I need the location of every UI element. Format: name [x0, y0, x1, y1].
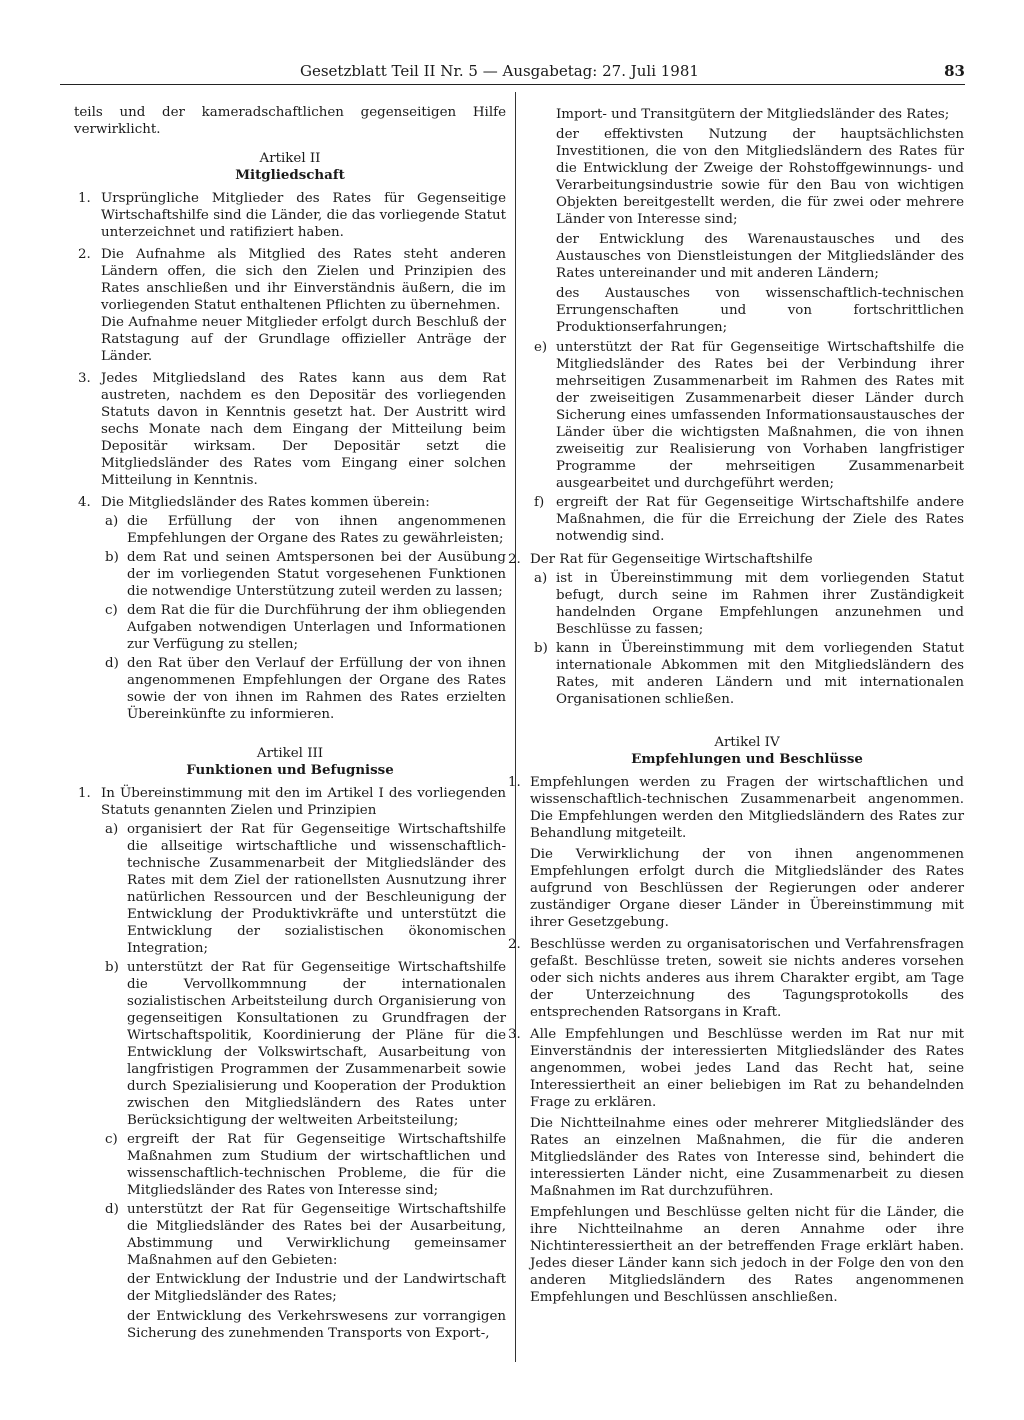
- continued-sub-d: [530, 106, 964, 336]
- sub-letter: a): [105, 514, 119, 529]
- item-text: Beschlüsse werden zu organisatorischen und Verfahrensfragen gefaßt. Beschlüsse treten, soweit sie nichts anderes vorsehen oder sich nichts anderes aus ihrem Charakter ergibt, am Tage der Unterzeichnung des Tagungsprotokolls des entsprechenden Ratsorgans in Kraft.: [530, 937, 964, 1020]
- sub-text: kann in Übereinstimmung mit dem vorliegenden Statut internationale Abkommen mit den Mitgliedsländern des Rates, mit anderen Ländern und mit internationalen Organisationen schließen.: [556, 641, 964, 707]
- sub-letter: c): [105, 603, 118, 618]
- header-title: Gesetzblatt Teil II Nr. 5 — Ausgabetag: 27. Juli 1981: [300, 62, 699, 80]
- sub-letter: a): [105, 822, 119, 837]
- sub-text: die Erfüllung der von ihnen angenommenen Empfehlungen der Organe des Rates zu gewährleisten;: [127, 514, 506, 546]
- sub-d-paragraph: der Entwicklung des Warenaustausches und des Austausches von Dienstleistungen der Mitgliedsländer des Rates untereinander und mit anderen Ländern;: [556, 232, 964, 281]
- item-text: In Übereinstimmung mit den im Artikel I des vorliegenden Statuts genannten Zielen und Prinzipien: [101, 786, 506, 818]
- sub-d-paragraph: der Entwicklung der Industrie und der Landwirtschaft der Mitgliedsländer des Rates;: [127, 1272, 506, 1304]
- sub-text: unterstützt der Rat für Gegenseitige Wirtschaftshilfe die Mitgliedsländer des Rates bei der Ausarbeitung, Abstimmung und Verwirklichung gemeinsamer Maßnahmen auf den Gebieten:: [127, 1202, 506, 1268]
- sub-text: unterstützt der Rat für Gegenseitige Wirtschaftshilfe die Mitgliedsländer des Rates bei der Verbindung ihrer mehrseitigen Zusammenarbeit im Rahmen des Rates mit der zweiseitigen Zusammenarbeit dieser Länder durch Sicherung eines umfassenden Informationsaustausches der Länder über die wichtigsten Maßnahmen, die von ihnen zweiseitig zur Realisierung von Vorhaben langfristiger Programme der mehrseitigen Zusammenarbeit ausgearbeitet und durchgeführt werden;: [556, 340, 964, 491]
- sub-d-paragraph: der Entwicklung des Verkehrswesens zur vorrangigen Sicherung des zunehmenden Transports von Export-,: [127, 1309, 506, 1341]
- sub-item-a: [101, 513, 506, 547]
- item-text: Alle Empfehlungen und Beschlüsse werden im Rat nur mit Einverständnis der interessierten Mitgliedsländer des Rates angenommen, wobei jedes Land das Recht hat, seine Interessiertheit an einer beliebigen im Rat zu behandelnden Frage zu erklären.: [530, 1027, 964, 1110]
- article-2-title: Artikel II: [259, 151, 321, 166]
- sub-text: den Rat über den Verlauf der Erfüllung der von ihnen angenommenen Empfehlungen der Organe des Rates sowie der von ihnen im Rahmen des Rates erzielten Übereinkünfte zu informieren.: [127, 656, 506, 722]
- sub-text: ergreift der Rat für Gegenseitige Wirtschaftshilfe andere Maßnahmen, die für die Erreichung der Ziele des Rates notwendig sind.: [556, 495, 964, 544]
- sub-d-paragraph: der effektivsten Nutzung der hauptsächlichsten Investitionen, die von den Mitgliedsländern des Rates für die Entwicklung der Zweige der Rohstoffgewinnungs- und Verarbeitungsindustrie sowie für den Bau von wichtigen Objekten bereitgestellt werden, die für zwei oder mehrere Länder von Interesse sind;: [556, 127, 964, 227]
- sub-item-c: [101, 602, 506, 653]
- sub-text: ist in Übereinstimmung mit dem vorliegenden Statut befugt, durch seine im Rahmen ihrer Zuständigkeit handelnden Organe Empfehlungen anzunehmen und Beschlüsse zu fassen;: [556, 571, 964, 637]
- item-number: 2.: [78, 247, 91, 262]
- sub-text: ergreift der Rat für Gegenseitige Wirtschaftshilfe Maßnahmen zum Studium der wirtschaftlichen und wissenschaftlich-technischen Probleme, die für die Mitgliedsländer des Rates von Interesse sind;: [127, 1132, 506, 1198]
- right-column: [508, 104, 964, 1311]
- intro-paragraph: teils und der kameradschaftlichen gegenseitigen Hilfe verwirklicht.: [74, 105, 506, 137]
- sub-text: unterstützt der Rat für Gegenseitige Wirtschaftshilfe die Vervollkommnung der internationalen sozialistischen Arbeitsteilung durch Organisierung von gegenseitigen Konsultationen zu Grundfragen der Wirtschaftspolitik, Koordinierung der Pläne für die Entwicklung der Volkswirtschaft, Ausarbeitung von langfristigen Programmen der Zusammenarbeit sowie durch Spezialisierung und Kooperation der Produktion zwischen den Mitgliedsländern des Rates unter Berücksichtigung der weltweiten Arbeitsteilung;: [127, 960, 506, 1128]
- page-header: [60, 60, 965, 85]
- sub-d-paragraph: des Austausches von wissenschaftlich-technischen Errungenschaften und von fortschrittlichen Produktionserfahrungen;: [556, 286, 964, 335]
- item-text: Jedes Mitgliedsland des Rates kann aus dem Rat austreten, nachdem es den Depositär des vorliegenden Statuts davon in Kenntnis gesetzt hat. Der Austritt wird sechs Monate nach dem Eingang der Mitteilung beim Depositär wirksam. Der Depositär setzt die Mitgliedsländer des Rates vom Eingang einer solchen Mitteilung in Kenntnis.: [101, 371, 506, 488]
- sub-item-d: [101, 655, 506, 723]
- sub-letter: b): [534, 641, 548, 656]
- sub-letter: c): [105, 1132, 118, 1147]
- sub-item-a: [101, 821, 506, 957]
- article-3-title: Artikel III: [256, 746, 324, 761]
- sub-item-b: [101, 549, 506, 600]
- item-text: Empfehlungen werden zu Fragen der wirtschaftlichen und wissenschaftlich-technischen Zusammenarbeit angenommen. Die Empfehlungen werden den Mitgliedsländern des Rates zur Behandlung mitgeteilt.: [530, 775, 964, 841]
- item-number: 2.: [508, 937, 521, 952]
- item-number: 4.: [78, 495, 91, 510]
- page-number: 83: [944, 62, 965, 80]
- sub-letter: d): [105, 1202, 119, 1217]
- article-2-item-1: [74, 190, 506, 241]
- sub-letter: e): [534, 340, 548, 355]
- article-2-heading: Mitgliedschaft: [235, 167, 345, 183]
- sub-item-a: [530, 570, 964, 638]
- sub-letter: d): [105, 656, 119, 671]
- article-4-item-3: [504, 1026, 964, 1306]
- sub-text: dem Rat und seinen Amtspersonen bei der Ausübung der im vorliegenden Statut vorgesehenen Funktionen die notwendige Unterstützung zuteil werden zu lassen;: [127, 550, 506, 599]
- article-4-item-2: [504, 936, 964, 1021]
- item-text: Die Aufnahme als Mitglied des Rates steht anderen Ländern offen, die sich den Zielen und Prinzipien des Rates anschließen und ihr Einverständnis äußern, die im vorliegenden Statut enthaltenen Pflichten zu übernehmen.: [101, 247, 506, 313]
- sub-item-f: [530, 494, 964, 545]
- sub-d-paragraph: Import- und Transitgütern der Mitgliedsländer des Rates;: [556, 107, 950, 122]
- article-2-item-4: [74, 494, 506, 723]
- sub-item-e: [530, 339, 964, 492]
- sub-item-c: [101, 1131, 506, 1199]
- sub-letter: b): [105, 550, 119, 565]
- item-text: Der Rat für Gegenseitige Wirtschaftshilfe: [530, 552, 813, 567]
- item-number: 1.: [78, 191, 91, 206]
- sub-letter: a): [534, 571, 548, 586]
- sub-text: organisiert der Rat für Gegenseitige Wirtschaftshilfe die allseitige wirtschaftliche und wissenschaftlich-technische Zusammenarbeit der Mitgliedsländer des Rates mit dem Ziel der rationellsten Ausnutzung ihrer natürlichen Ressourcen und der Beschleunigung der Entwicklung der Produktivkräfte und unterstützt die Entwicklung der sozialistischen ökonomischen Integration;: [127, 822, 506, 956]
- article-3-heading: Funktionen und Befugnisse: [186, 762, 394, 778]
- article-4-heading: Empfehlungen und Beschlüsse: [631, 751, 863, 767]
- article-2-item-3: [74, 370, 506, 489]
- sub-letter: f): [534, 495, 545, 510]
- item-number: 1.: [78, 786, 91, 801]
- sub-item-d: [101, 1201, 506, 1342]
- item-number: 3.: [508, 1027, 521, 1042]
- item-continuation: Die Aufnahme neuer Mitglieder erfolgt durch Beschluß der Ratstagung auf der Grundlage offizieller Anträge der Länder.: [101, 315, 506, 364]
- sub-text: dem Rat die für die Durchführung der ihm obliegenden Aufgaben notwendigen Unterlagen und Informationen zur Verfügung zu stellen;: [127, 603, 506, 652]
- article-2-item-2: [74, 246, 506, 365]
- sub-letter: b): [105, 960, 119, 975]
- article-4-title: Artikel IV: [714, 735, 780, 750]
- item-continuation: Empfehlungen und Beschlüsse gelten nicht für die Länder, die ihre Nichtteilnahme an deren Annahme oder ihre Nichtinteressiertheit an der betreffenden Frage erklärt haben. Jedes dieser Länder kann sich jedoch in der Folge den von den anderen Mitgliedsländern des Rates angenommenen Empfehlungen und Beschlüssen anschließen.: [530, 1205, 964, 1305]
- item-number: 3.: [78, 371, 91, 386]
- left-column: [74, 104, 506, 1347]
- article-4-item-1: [504, 774, 964, 931]
- item-text: Ursprüngliche Mitglieder des Rates für Gegenseitige Wirtschaftshilfe sind die Länder, die das vorliegende Statut unterzeichnet und ratifiziert haben.: [101, 191, 506, 240]
- item-number: 1.: [508, 775, 521, 790]
- item-continuation: Die Nichtteilnahme eines oder mehrerer Mitgliedsländer des Rates an einzelnen Maßnahmen, die für die anderen Mitgliedsländer des Rates von Interesse sind, behindert die interessierten Länder nicht, eine Zusammenarbeit zu diesen Maßnahmen im Rat durchzuführen.: [530, 1116, 964, 1199]
- item-continuation: Die Verwirklichung der von ihnen angenommenen Empfehlungen erfolgt durch die Mitgliedsländer des Rates aufgrund von Beschlüssen der Regierungen oder anderer zuständiger Organe dieser Länder in Übereinstimmung mit ihrer Gesetzgebung.: [530, 847, 964, 930]
- item-text: Die Mitgliedsländer des Rates kommen überein:: [101, 495, 430, 510]
- article-3-item-1: [74, 785, 506, 1342]
- article-3-item-2: [504, 551, 964, 708]
- sub-item-b: [101, 959, 506, 1129]
- sub-item-b: [530, 640, 964, 708]
- item-number: 2.: [508, 552, 521, 567]
